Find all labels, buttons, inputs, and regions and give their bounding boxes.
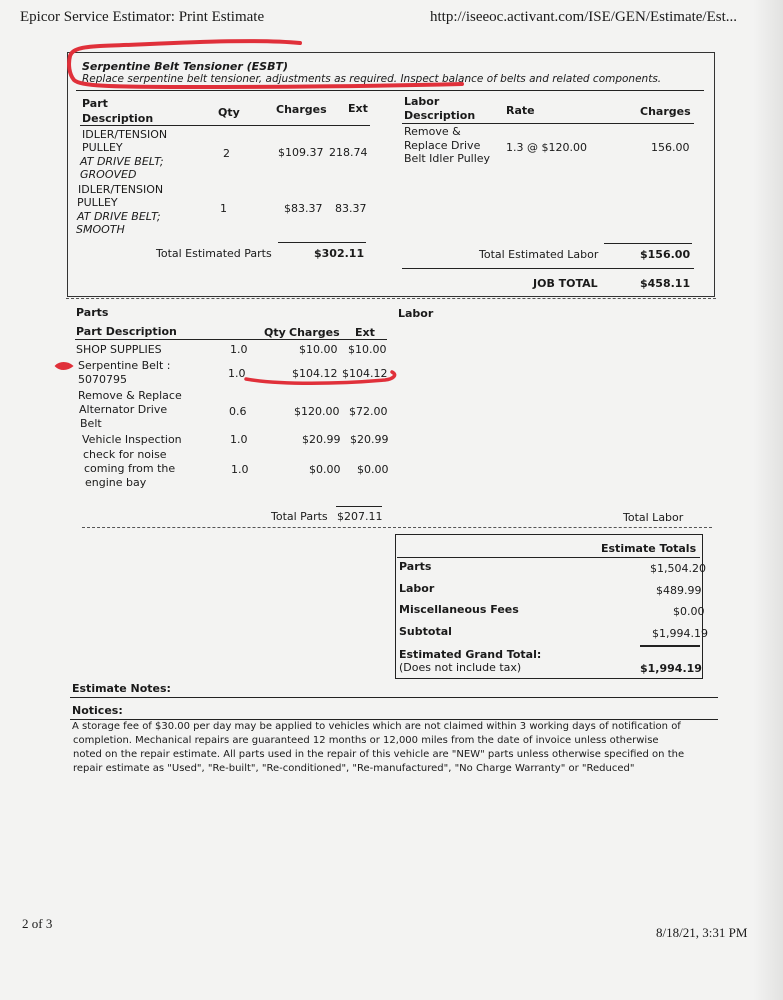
misc-total-parts-label: Total Parts — [271, 510, 328, 523]
job-part-line: IDLER/TENSION — [78, 183, 164, 196]
job-title: Serpentine Belt Tensioner (ESBT) — [82, 60, 289, 73]
misc-labor-label: Labor — [398, 307, 434, 320]
misc-row-qty: 1.0 — [231, 463, 249, 476]
job-description: Replace serpentine belt tensioner, adjustments as required. Inspect balance of belts and related components. — [82, 73, 662, 85]
totals-labor-label: Labor — [399, 582, 435, 595]
job-part-charges: $109.37 — [278, 146, 324, 159]
misc-row-line: Remove & Replace — [78, 389, 182, 402]
misc-row-ext: $104.12 — [342, 367, 388, 380]
total-estimated-labor-label: Total Estimated Labor — [479, 248, 599, 261]
job-part-line: IDLER/TENSION — [82, 128, 168, 141]
misc-row-ext: $72.00 — [349, 405, 388, 418]
misc-header-ext: Ext — [355, 326, 375, 339]
parts-header-charges: Charges — [276, 103, 327, 116]
misc-row-charges: $104.12 — [292, 367, 338, 380]
misc-row-line: Serpentine Belt : — [78, 359, 171, 372]
print-header-url: http://iseeoc.activant.com/ISE/GEN/Estimate/Est... — [430, 9, 738, 25]
totals-subtotal-value: $1,994.19 — [652, 627, 708, 640]
misc-row-ext: $20.99 — [350, 433, 389, 446]
misc-row-qty: 1.0 — [228, 367, 246, 380]
job-labor-line: Belt Idler Pulley — [404, 152, 491, 165]
red-pen-bracket — [69, 41, 462, 87]
misc-row-qty: 0.6 — [229, 405, 247, 418]
totals-subtotal-label: Subtotal — [399, 625, 452, 638]
notice-line: repair estimate as "Used", "Re-built", "Re-conditioned", "Re-manufactured", "No Charge Warranty" or "Reduced" — [73, 763, 635, 774]
red-pen-underline — [246, 372, 395, 383]
notice-line: noted on the repair estimate. All parts used in the repair of this vehicle are "NEW" parts unless otherwise specified on the — [73, 749, 685, 760]
grand-total-value: $1,994.19 — [640, 662, 702, 675]
misc-row-ext: $10.00 — [348, 343, 387, 356]
misc-row-line: Alternator Drive — [79, 403, 168, 416]
estimate-notes-label: Estimate Notes: — [72, 682, 171, 695]
job-part-line: PULLEY — [77, 196, 118, 209]
labor-header-rate: Rate — [506, 104, 535, 117]
notices-label: Notices: — [72, 704, 123, 717]
misc-row-charges: $120.00 — [294, 405, 340, 418]
red-pen-dot — [56, 363, 72, 369]
print-header-title: Epicor Service Estimator: Print Estimate — [20, 9, 265, 25]
grand-total-label: Estimated Grand Total: — [399, 648, 542, 661]
total-estimated-labor-value: $156.00 — [640, 248, 691, 261]
labor-header-charges: Charges — [640, 105, 691, 118]
job-total-value: $458.11 — [640, 277, 691, 290]
misc-row-line: coming from the — [84, 462, 176, 475]
job-part-charges: $83.37 — [284, 202, 323, 215]
misc-row-line: SHOP SUPPLIES — [76, 343, 162, 356]
labor-header-labor: Labor — [404, 95, 440, 108]
misc-row-qty: 1.0 — [230, 433, 248, 446]
print-datetime: 8/18/21, 3:31 PM — [656, 925, 748, 940]
misc-header-qty: Qty — [264, 326, 286, 339]
parts-header-qty: Qty — [218, 106, 240, 119]
grand-total-note: (Does not include tax) — [399, 661, 522, 674]
job-part-ext: 83.37 — [335, 202, 367, 215]
misc-row-charges: $20.99 — [302, 433, 341, 446]
totals-labor-value: $489.99 — [656, 584, 702, 597]
misc-row-ext: $0.00 — [357, 463, 389, 476]
job-part-line: AT DRIVE BELT; — [77, 210, 161, 223]
misc-header-description: Part Description — [76, 325, 177, 338]
misc-row-qty: 1.0 — [230, 343, 248, 356]
parts-header-ext: Ext — [348, 102, 368, 115]
misc-header-charges: Charges — [289, 326, 340, 339]
page-number: 2 of 3 — [22, 916, 53, 931]
job-labor-line: Replace Drive — [404, 139, 481, 152]
job-part-qty: 1 — [220, 202, 227, 215]
job-part-line: GROOVED — [80, 168, 137, 181]
job-part-ext: 218.74 — [329, 146, 368, 159]
job-total-label: JOB TOTAL — [533, 277, 598, 290]
totals-parts-value: $1,504.20 — [650, 562, 706, 575]
totals-misc-label: Miscellaneous Fees — [399, 603, 519, 616]
misc-row-line: Vehicle Inspection — [82, 433, 182, 446]
misc-row-line: 5070795 — [78, 373, 127, 386]
parts-header-description: Description — [82, 112, 154, 125]
misc-total-parts-value: $207.11 — [337, 510, 383, 523]
misc-row-line: Belt — [80, 417, 102, 430]
notice-line: A storage fee of $30.00 per day may be applied to vehicles which are not claimed within 3 working days of notification of — [72, 721, 681, 732]
totals-misc-value: $0.00 — [673, 605, 705, 618]
labor-header-description: Description — [404, 109, 476, 122]
misc-row-charges: $10.00 — [299, 343, 338, 356]
misc-row-line: engine bay — [85, 476, 147, 489]
job-part-qty: 2 — [223, 147, 230, 160]
job-labor-line: Remove & — [404, 125, 461, 138]
estimate-totals-heading: Estimate Totals — [601, 542, 697, 555]
job-part-line: PULLEY — [82, 141, 123, 154]
misc-row-charges: $0.00 — [309, 463, 341, 476]
notice-line: completion. Mechanical repairs are guaranteed 12 months or 12,000 miles from the date of invoice unless otherwise — [73, 735, 659, 746]
job-labor-rate: 1.3 @ $120.00 — [506, 141, 587, 154]
misc-total-labor-label: Total Labor — [623, 511, 684, 524]
misc-row-line: check for noise — [83, 448, 167, 461]
total-estimated-parts-label: Total Estimated Parts — [156, 247, 272, 260]
job-labor-charges: 156.00 — [651, 141, 690, 154]
parts-header-part: Part — [82, 97, 108, 110]
total-estimated-parts-value: $302.11 — [314, 247, 365, 260]
job-part-line: SMOOTH — [76, 223, 125, 236]
totals-parts-label: Parts — [399, 560, 432, 573]
job-part-line: AT DRIVE BELT; — [80, 155, 164, 168]
misc-parts-label: Parts — [76, 306, 109, 319]
